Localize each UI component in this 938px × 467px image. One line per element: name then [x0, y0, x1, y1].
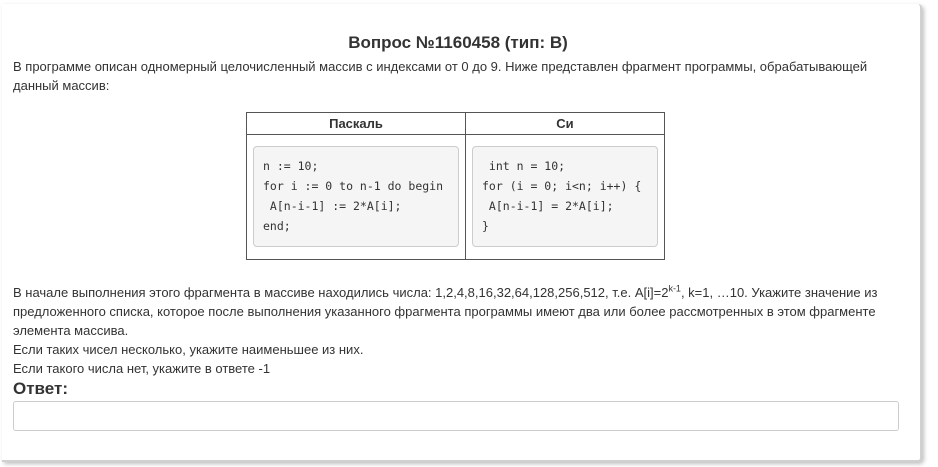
condition-text-part2: , k=1, …10. Укажите значение из предложенного списка, которое после выполнения указанного фрагмента программы имеют два или более рассмотренных в этом фрагменте элемента массива.	[13, 285, 878, 338]
pascal-header: Паскаль	[247, 113, 466, 135]
answer-input[interactable]	[13, 401, 899, 431]
c-header: Си	[466, 113, 665, 135]
c-code: int n = 10; for (i = 0; i<n; i++) { A[n-i-1] = 2*A[i]; }	[472, 146, 658, 247]
pascal-cell	[247, 135, 466, 260]
condition-text-line2: Если таких чисел несколько, укажите наименьшее из них.	[13, 342, 364, 357]
c-cell	[466, 135, 665, 260]
condition-superscript: k-1	[668, 283, 681, 294]
condition-text-part1: В начале выполнения этого фрагмента в массиве находились числа: 1,2,4,8,16,32,64,128,256,512, т.е. A[i]=2	[13, 285, 669, 300]
answer-label: Ответ:	[13, 379, 68, 398]
pascal-code: n := 10; for i := 0 to n-1 do begin A[n-i-1] := 2*A[i]; end;	[253, 146, 459, 247]
condition-text-line3: Если такого числа нет, укажите в ответе -1	[13, 361, 271, 376]
question-condition	[13, 283, 893, 378]
question-title: Вопрос №1160458 (тип: B)	[348, 33, 568, 52]
code-table	[246, 112, 665, 260]
question-card	[2, 4, 922, 462]
question-intro: В программе описан одномерный целочисленный массив с индексами от 0 до 9. Ниже представлен фрагмент программы, обрабатывающей данный массив:	[13, 59, 868, 93]
